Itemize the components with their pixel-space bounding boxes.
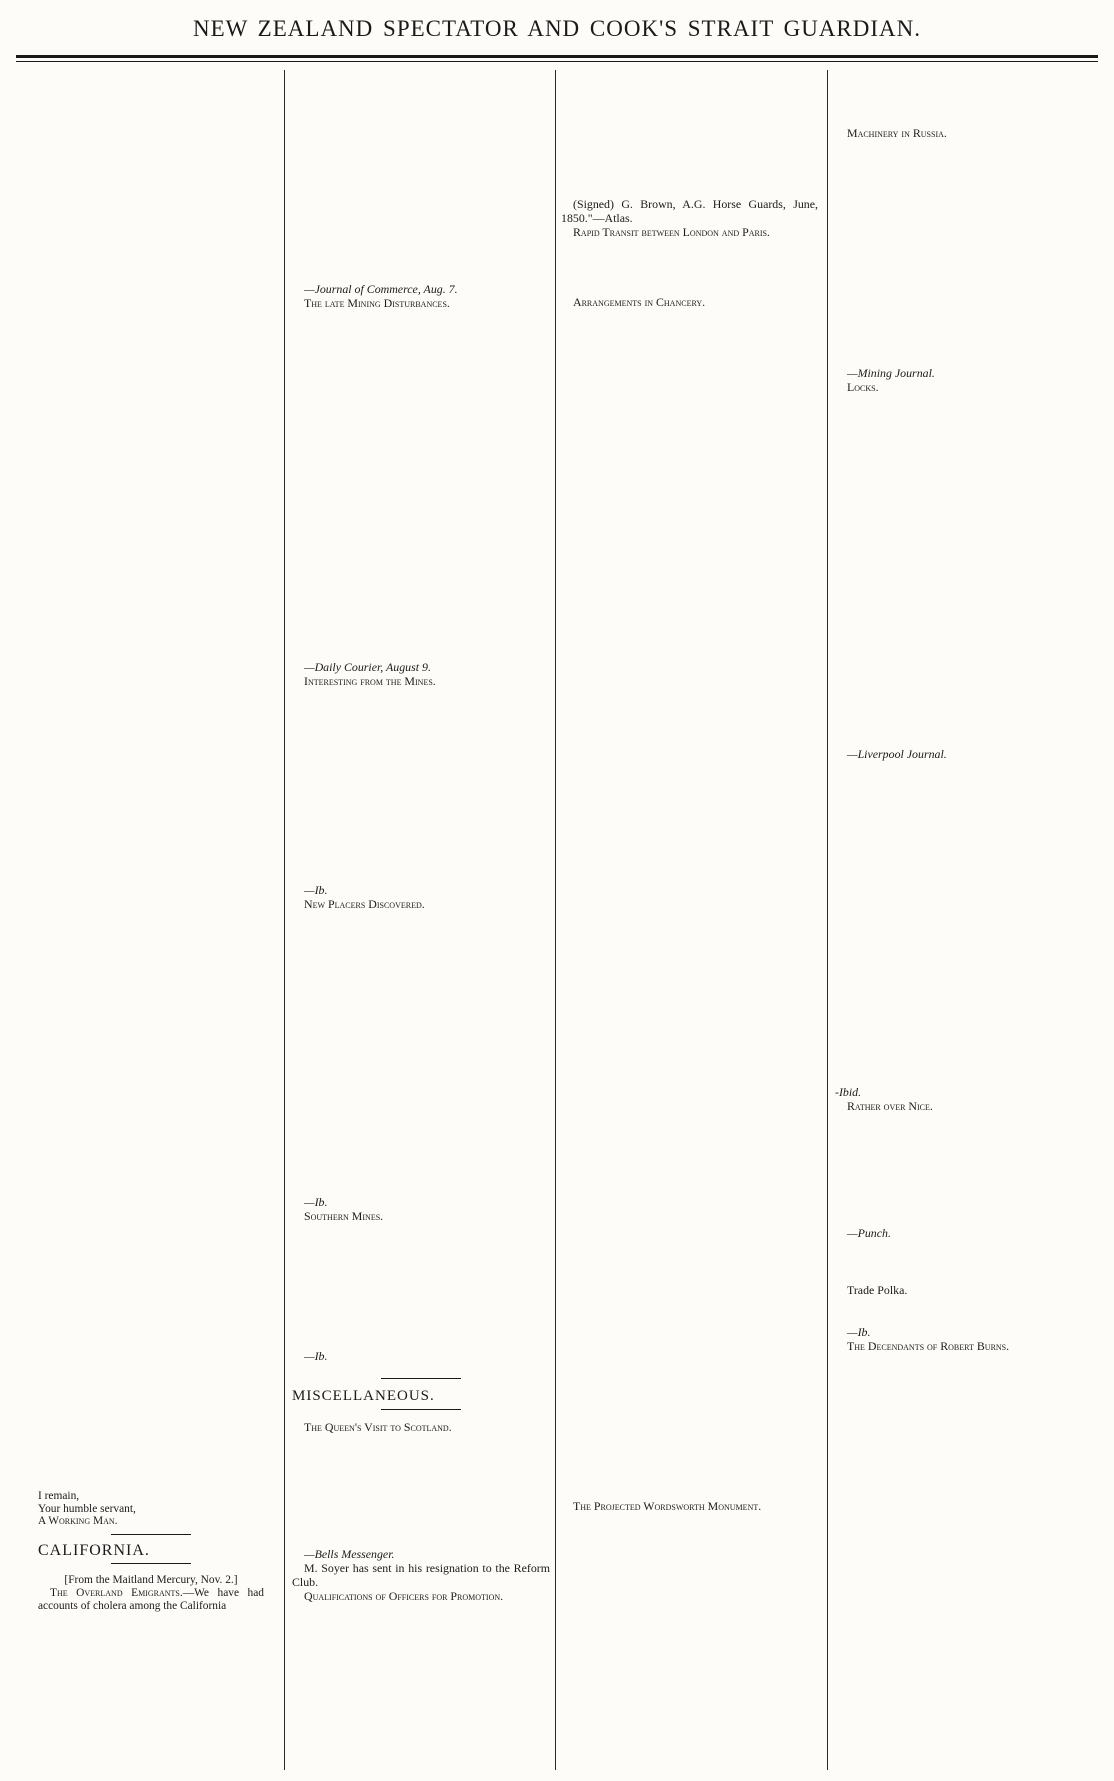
- article-mining-disturbances: [292, 296, 550, 310]
- section-rule: [381, 1409, 461, 1410]
- article-title: The Overland Emigrants.: [50, 1586, 183, 1599]
- article-southern-mines: [292, 1209, 550, 1223]
- column-divider-3: [827, 70, 828, 1770]
- article-body-illegible: [835, 140, 1095, 366]
- article-source: —Ib.: [847, 1324, 871, 1339]
- article-chancery: [561, 295, 818, 309]
- article-source: —Ib.: [304, 1348, 328, 1363]
- section-rule: [111, 1534, 191, 1535]
- article-source: —Liverpool Journal.: [847, 747, 947, 762]
- article-source-line: [292, 1547, 550, 1561]
- article-signed-line: (Signed) G. Brown, A.G. Horse Guards, June, 1850."—Atlas.: [561, 197, 818, 226]
- article-source: —Bells Messenger.: [304, 1547, 395, 1562]
- article-source-line: [292, 660, 550, 674]
- article-machinery-russia: [835, 126, 1095, 140]
- article-signature: -Ibid.: [835, 1085, 862, 1100]
- section-rule: [111, 1563, 191, 1564]
- article-source-line: [835, 1325, 1095, 1339]
- article-new-placers: [292, 897, 550, 911]
- article-title: The Decendants of Robert Burns.: [847, 1338, 1010, 1353]
- article-body-illegible: [835, 70, 1095, 126]
- article-text: Trade Polka.: [847, 1282, 908, 1297]
- article-title: Locks.: [847, 380, 879, 395]
- article-source-line: [292, 1195, 550, 1209]
- article-body-illegible: [561, 239, 818, 295]
- article-title: New Placers Discovered.: [304, 897, 425, 912]
- article-rapid-transit: [561, 225, 818, 239]
- letter-close-servant: Your humble servant,: [38, 1502, 136, 1515]
- article-body-illegible: [292, 688, 550, 883]
- article-source-line: [835, 366, 1095, 380]
- article-body-illegible: [835, 1240, 1095, 1283]
- masthead-rule-thin: [16, 61, 1098, 62]
- article-burns-descendants: [835, 1339, 1095, 1353]
- letter-body-illegible: [38, 70, 264, 1490]
- masthead-rule-thick: [16, 55, 1098, 58]
- article-body-illegible: [292, 912, 550, 1195]
- masthead-title: NEW ZEALAND SPECTATOR AND COOK'S STRAIT GUARDIAN.: [192, 16, 922, 41]
- article-body-illegible: [835, 1297, 1095, 1325]
- article-source-line: [835, 1226, 1095, 1240]
- article-body-illegible: [561, 309, 818, 1499]
- article-trade-polka: [835, 1283, 1095, 1297]
- column-3: [561, 70, 818, 1770]
- column-4: [835, 70, 1095, 1770]
- article-body-illegible: [561, 70, 818, 197]
- article-title: Rather over Nice.: [847, 1099, 933, 1114]
- article-body-illegible: [292, 310, 550, 660]
- letter-close-remain: I remain,: [38, 1490, 80, 1502]
- article-title: The Projected Wordsworth Monument.: [573, 1499, 762, 1514]
- article-body-illegible: [835, 394, 1095, 747]
- article-source: —Journal of Commerce, Aug. 7.: [304, 282, 458, 296]
- article-officers-promotion: [292, 1589, 550, 1603]
- article-source: —Daily Courier, August 9.: [304, 660, 431, 675]
- article-interesting-from-mines: [292, 674, 550, 688]
- column-1: [38, 70, 264, 1770]
- article-source: —Ib.: [304, 1194, 328, 1209]
- article-title: Southern Mines.: [304, 1208, 384, 1223]
- article-source: —Punch.: [847, 1225, 891, 1240]
- article-source-line: [292, 1349, 550, 1363]
- article-title: Interesting from the Mines.: [304, 674, 436, 689]
- article-end: [292, 282, 550, 296]
- article-rather-over-nice: [835, 1099, 1095, 1113]
- article-title: Rapid Transit between London and Paris.: [573, 225, 770, 240]
- article-title: Qualifications of Officers for Promotion.: [304, 1589, 504, 1604]
- letter-signature: A Working Man.: [38, 1515, 118, 1528]
- article-title: The Queen's Visit to Scotland.: [304, 1419, 452, 1434]
- article-title: Machinery in Russia.: [847, 126, 947, 140]
- article-wordsworth-monument: [561, 1499, 818, 1513]
- article-body-illegible: [835, 1114, 1095, 1226]
- column-divider-1: [284, 70, 285, 1770]
- article-queens-visit: [292, 1420, 550, 1434]
- article-text: —We have had accounts of cholera among the California: [38, 1586, 264, 1612]
- column-2: [292, 70, 550, 1770]
- article-title: The late Mining Disturbances.: [304, 296, 450, 311]
- article-body-illegible: [292, 70, 550, 282]
- article-soyer: M. Soyer has sent in his resignation to the Reform Club.: [292, 1561, 550, 1590]
- source-credit: [From the Maitland Mercury, Nov. 2.]: [64, 1574, 238, 1587]
- section-heading-california: CALIFORNIA.: [38, 1541, 150, 1559]
- article-body-illegible: [292, 1223, 550, 1349]
- section-heading-miscellaneous: MISCELLANEOUS.: [292, 1387, 435, 1404]
- article-source-line: [835, 747, 1095, 761]
- section-rule: [381, 1378, 461, 1379]
- article-title: Arrangements in Chancery.: [573, 295, 706, 310]
- article-source-line: [292, 883, 550, 897]
- article-source: —Mining Journal.: [847, 366, 935, 381]
- article-source: —Ib.: [304, 883, 328, 898]
- article-overland-emigrants: [38, 1587, 264, 1612]
- column-divider-2: [555, 70, 556, 1770]
- article-locks: [835, 380, 1095, 394]
- article-body-illegible: [835, 761, 1095, 1085]
- article-body-illegible: [292, 1434, 550, 1547]
